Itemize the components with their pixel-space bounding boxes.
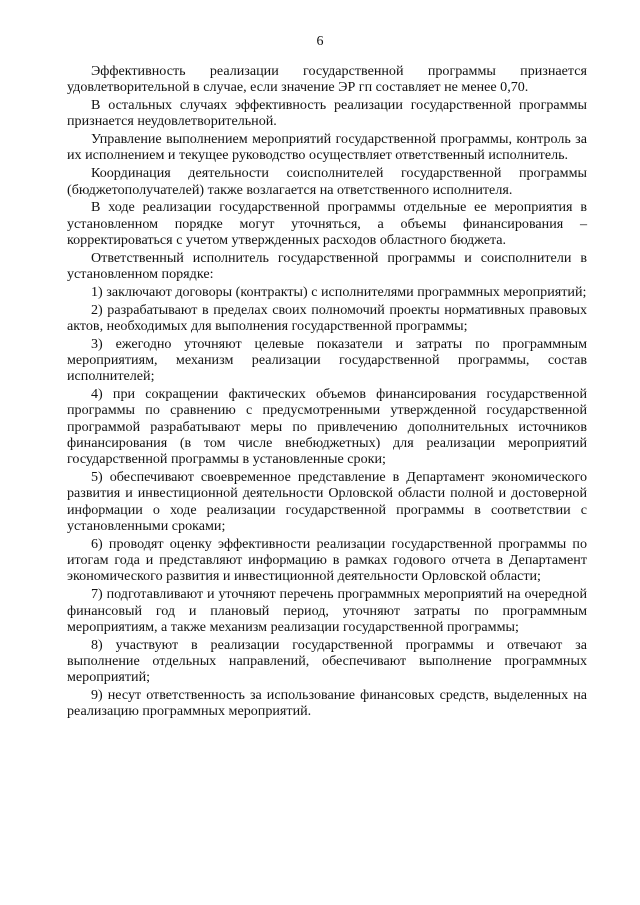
list-item: 8) участвуют в реализации государственной программы и отвечают за выполнение отдельных направлений, обеспечивают выполнение программных мероприятий;: [67, 636, 587, 686]
list-item: 3) ежегодно уточняют целевые показатели и затраты по программным мероприятиям, механизм реализации государственной программы, состав исполнителей;: [67, 335, 587, 385]
paragraph: В остальных случаях эффективность реализации государственной программы признается неудовлетворительной.: [67, 97, 587, 130]
paragraph: Координация деятельности соисполнителей государственной программы (бюджетополучателей) также возлагается на ответственного исполнителя.: [67, 165, 587, 198]
list-item: 4) при сокращении фактических объемов финансирования государственной программы по сравнению с предусмотренными утвержденной государственной программой разрабатывают меры по привлечению дополнительных источников финансирования (в том числе внебюджетных) для реализации мероприятий государственной программы в установленные сроки;: [67, 386, 587, 468]
paragraph: Управление выполнением мероприятий государственной программы, контроль за их исполнением и текущее руководство осуществляет ответственный исполнитель.: [67, 131, 587, 164]
list-item: 6) проводят оценку эффективности реализации государственной программы по итогам года и представляют информацию в рамках годового отчета в Департамент экономического развития и инвестиционной деятельности Орловской области;: [67, 535, 587, 585]
list-item: 2) разрабатывают в пределах своих полномочий проекты нормативных правовых актов, необходимых для выполнения государственной программы;: [67, 301, 587, 334]
list-item: 9) несут ответственность за использование финансовых средств, выделенных на реализацию программных мероприятий.: [67, 686, 587, 720]
list-item: 5) обеспечивают своевременное представление в Департамент экономического развития и инвестиционной деятельности Орловской области полной и достоверной информации о ходе реализации государственной программы в соответствии с установленными сроками;: [67, 469, 587, 535]
paragraph: Ответственный исполнитель государственной программы и соисполнители в установленном порядке:: [67, 249, 587, 283]
paragraph: Эффективность реализации государственной программы признается удовлетворительной в случае, если значение ЭР гп составляет не менее 0,70.: [67, 63, 587, 96]
paragraph: В ходе реализации государственной программы отдельные ее мероприятия в установленном порядке могут уточняться, а объемы финансирования – корректироваться с учетом утвержденных расходов областного бюджета.: [67, 199, 587, 248]
list-item: 1) заключают договоры (контракты) с исполнителями программных мероприятий;: [91, 283, 587, 300]
list-item: 7) подготавливают и уточняют перечень программных мероприятий на очередной финансовый год и плановый период, уточняют затраты по программным мероприятиям, а также механизм реализации государственной программы;: [67, 586, 587, 635]
document-body: [67, 63, 587, 720]
page-number: 6: [316, 34, 324, 49]
